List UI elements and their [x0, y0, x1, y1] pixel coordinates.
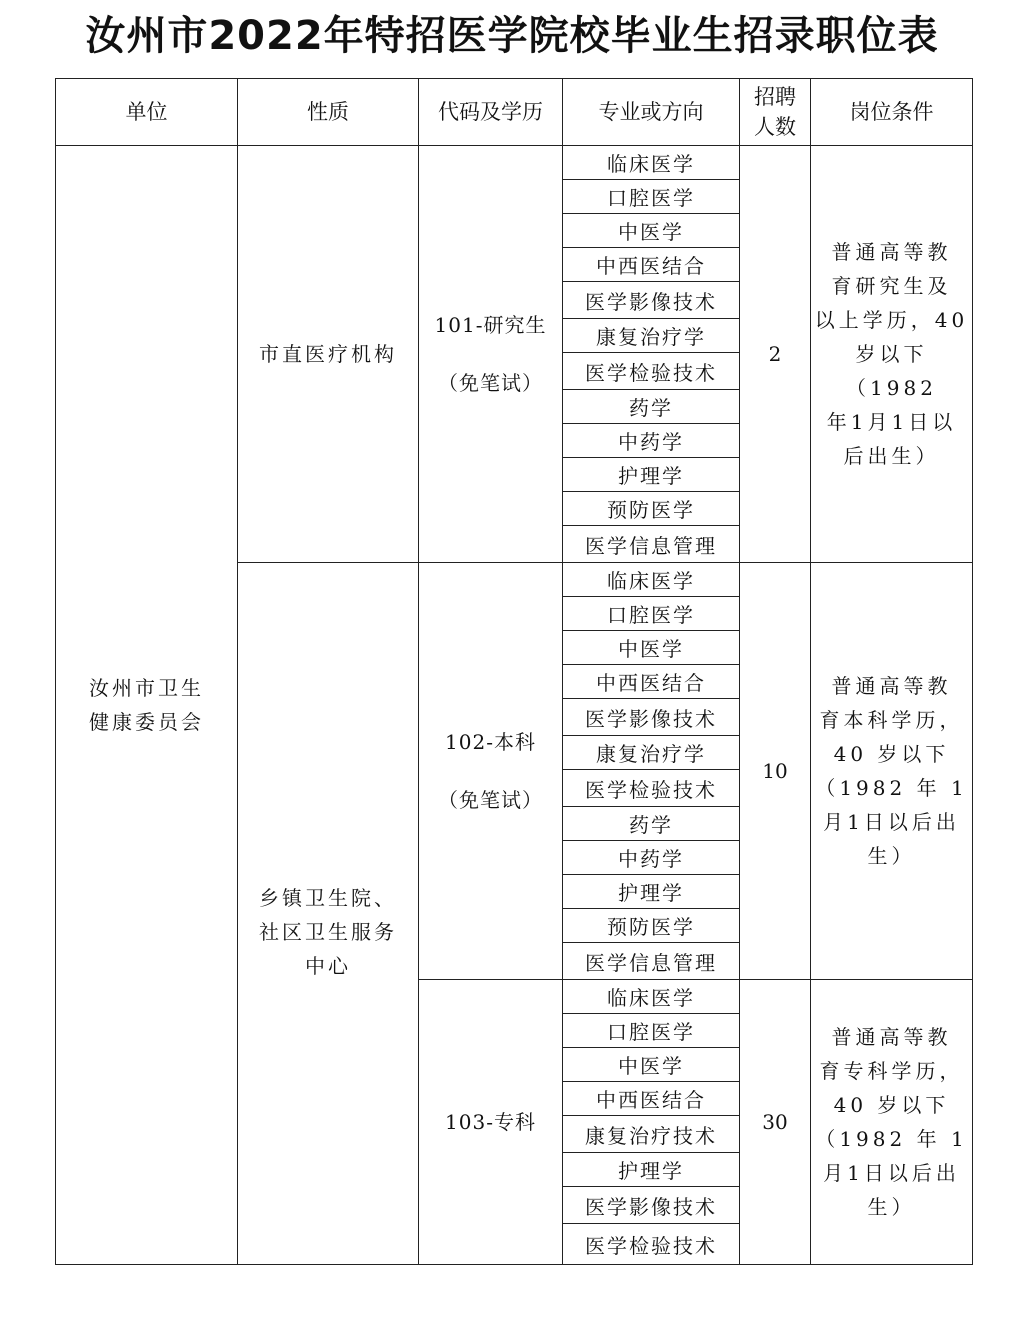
major-cell: 医学检验技术	[563, 353, 740, 390]
major-cell: 中西医结合	[563, 665, 740, 699]
major-cell: 护理学	[563, 1153, 740, 1187]
condition-line: （1982 年 1	[815, 776, 968, 800]
condition-line: 育专科学历，	[819, 1059, 964, 1083]
count-cell: 2	[740, 146, 811, 563]
header-count-line2: 人数	[754, 115, 796, 139]
condition-line: 40 岁以下	[833, 1093, 950, 1117]
condition-line: 普通高等教	[831, 240, 952, 264]
major-cell: 药学	[563, 807, 740, 841]
major-cell: 口腔医学	[563, 1014, 740, 1048]
condition-line: 月1日以后出	[823, 1161, 960, 1185]
major-cell: 预防医学	[563, 909, 740, 943]
major-cell: 护理学	[563, 458, 740, 492]
condition-line: 生）	[867, 844, 916, 868]
header-nature: 性质	[238, 79, 419, 146]
major-cell: 医学影像技术	[563, 699, 740, 736]
condition-cell	[811, 980, 973, 1265]
major-cell: 中药学	[563, 424, 740, 458]
condition-line: （1982 年 1	[815, 1127, 968, 1151]
condition-line: 40 岁以下	[833, 742, 950, 766]
major-cell: 医学检验技术	[563, 770, 740, 807]
nature-line: 市直医疗机构	[259, 342, 397, 366]
major-cell: 临床医学	[563, 563, 740, 597]
condition-line: 普通高等教	[831, 1025, 952, 1049]
condition-cell	[811, 146, 973, 563]
exam-note: （免笔试）	[438, 788, 543, 812]
major-cell: 医学影像技术	[563, 1187, 740, 1224]
major-cell: 中药学	[563, 841, 740, 875]
condition-line: 育本科学历，	[819, 708, 964, 732]
major-cell: 临床医学	[563, 980, 740, 1014]
position-code: 101-研究生	[434, 313, 547, 337]
table-body	[56, 146, 973, 1265]
unit-line2: 健康委员会	[89, 710, 204, 734]
nature-line: 社区卫生服务	[259, 920, 397, 944]
header-row	[56, 79, 973, 146]
major-cell: 中医学	[563, 631, 740, 665]
major-cell: 药学	[563, 390, 740, 424]
table-row	[56, 146, 973, 180]
major-cell: 临床医学	[563, 146, 740, 180]
count-cell: 10	[740, 563, 811, 980]
condition-cell	[811, 563, 973, 980]
recruitment-table	[55, 78, 973, 1265]
count-cell: 30	[740, 980, 811, 1265]
header-condition: 岗位条件	[811, 79, 973, 146]
page-title: 汝州市2022年特招医学院校毕业生招录职位表	[85, 13, 939, 59]
condition-line: 育研究生及	[831, 274, 952, 298]
header-unit: 单位	[56, 79, 238, 146]
code-cell	[419, 980, 563, 1265]
position-code: 103-专科	[445, 1110, 536, 1134]
condition-line: 以上学历，40	[814, 308, 969, 332]
exam-note: （免笔试）	[438, 371, 543, 395]
nature-line: 乡镇卫生院、	[259, 886, 397, 910]
major-cell: 中西医结合	[563, 1082, 740, 1116]
major-cell: 中医学	[563, 214, 740, 248]
major-cell: 中医学	[563, 1048, 740, 1082]
major-cell: 护理学	[563, 875, 740, 909]
major-cell: 医学检验技术	[563, 1224, 740, 1265]
header-major: 专业或方向	[563, 79, 740, 146]
unit-cell	[56, 146, 238, 1265]
header-count	[740, 79, 811, 146]
major-cell: 康复治疗技术	[563, 1116, 740, 1153]
condition-line: 生）	[867, 1195, 916, 1219]
header-count-line1: 招聘	[754, 85, 796, 109]
code-cell	[419, 563, 563, 980]
major-cell: 康复治疗学	[563, 736, 740, 770]
major-cell: 预防医学	[563, 492, 740, 526]
major-cell: 口腔医学	[563, 597, 740, 631]
condition-line: 月1日以后出	[823, 810, 960, 834]
major-cell: 康复治疗学	[563, 319, 740, 353]
position-code: 102-本科	[445, 730, 536, 754]
unit-line1: 汝州市卫生	[89, 676, 204, 700]
major-cell: 口腔医学	[563, 180, 740, 214]
nature-cell	[238, 146, 419, 563]
condition-line: 后出生）	[843, 444, 940, 468]
major-cell: 医学信息管理	[563, 943, 740, 980]
major-cell: 中西医结合	[563, 248, 740, 282]
major-cell: 医学影像技术	[563, 282, 740, 319]
nature-line: 中心	[305, 954, 351, 978]
code-cell	[419, 146, 563, 563]
header-code: 代码及学历	[419, 79, 563, 146]
condition-line: 普通高等教	[831, 674, 952, 698]
major-cell: 医学信息管理	[563, 526, 740, 563]
condition-line: 岁以下（1982	[846, 342, 937, 400]
nature-cell	[238, 563, 419, 1265]
condition-line: 年1月1日以	[826, 410, 957, 434]
